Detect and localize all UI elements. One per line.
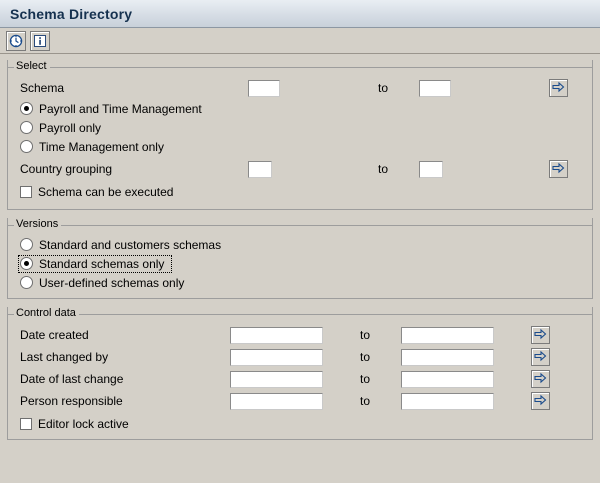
last-changed-by-multiple-selection-button[interactable] <box>531 348 550 366</box>
person-responsible-multiple-selection-button[interactable] <box>531 392 550 410</box>
date-created-label: Date created <box>20 328 89 342</box>
radio-payroll-only[interactable] <box>8 118 592 137</box>
last-changed-by-row <box>8 346 592 368</box>
country-grouping-multiple-selection-button[interactable] <box>549 160 568 178</box>
date-of-last-change-row <box>8 368 592 390</box>
radio-label: User-defined schemas only <box>39 275 185 290</box>
checkbox-label: Editor lock active <box>38 416 129 431</box>
radio-label: Payroll and Time Management <box>39 101 202 116</box>
date-of-last-change-to-label: to <box>360 372 371 386</box>
schema-from-input[interactable] <box>248 80 280 97</box>
multiple-selection-icon <box>534 394 547 409</box>
radio-indicator[interactable] <box>20 276 33 289</box>
multiple-selection-icon <box>552 162 565 177</box>
information-icon <box>33 34 47 48</box>
page-title: Schema Directory <box>10 5 133 22</box>
date-created-from-input[interactable] <box>230 327 323 344</box>
multiple-selection-icon <box>534 372 547 387</box>
radio-indicator[interactable] <box>20 140 33 153</box>
select-group-header <box>8 60 592 75</box>
date-created-to-label: to <box>360 328 371 342</box>
radio-indicator[interactable] <box>20 238 33 251</box>
country-grouping-row <box>8 158 592 180</box>
date-of-last-change-from-input[interactable] <box>230 371 323 388</box>
selection-screen <box>0 54 600 483</box>
clock-execute-icon <box>9 34 23 48</box>
radio-user-defined-schemas-only[interactable] <box>8 273 592 292</box>
date-created-to-input[interactable] <box>401 327 494 344</box>
country-grouping-to-label: to <box>378 162 389 176</box>
checkbox-schema-can-be-executed[interactable] <box>8 182 592 201</box>
checkbox-indicator[interactable] <box>20 418 32 430</box>
execute-button[interactable] <box>6 31 26 51</box>
checkbox-editor-lock-active[interactable] <box>8 414 592 433</box>
control-data-group-header <box>8 307 592 322</box>
date-created-multiple-selection-button[interactable] <box>531 326 550 344</box>
radio-label: Standard and customers schemas <box>39 237 222 252</box>
toolbar <box>0 28 600 54</box>
last-changed-by-to-label: to <box>360 350 371 364</box>
schema-to-input[interactable] <box>419 80 451 97</box>
radio-standard-schemas-only[interactable] <box>8 254 592 273</box>
radio-label: Time Management only <box>39 139 164 154</box>
country-grouping-from-input[interactable] <box>248 161 272 178</box>
person-responsible-from-input[interactable] <box>230 393 323 410</box>
control-data-group <box>7 307 593 440</box>
schema-row <box>8 77 592 99</box>
select-group <box>7 60 593 210</box>
checkbox-indicator[interactable] <box>20 186 32 198</box>
radio-label: Payroll only <box>39 120 102 135</box>
person-responsible-row <box>8 390 592 412</box>
select-group-legend: Select <box>14 59 50 73</box>
country-grouping-to-input[interactable] <box>419 161 443 178</box>
schema-multiple-selection-button[interactable] <box>549 79 568 97</box>
schema-to-label: to <box>378 81 389 95</box>
checkbox-label: Schema can be executed <box>38 184 174 199</box>
last-changed-by-label: Last changed by <box>20 350 109 364</box>
last-changed-by-from-input[interactable] <box>230 349 323 366</box>
date-of-last-change-to-input[interactable] <box>401 371 494 388</box>
date-of-last-change-multiple-selection-button[interactable] <box>531 370 550 388</box>
radio-standard-and-customers-schemas[interactable] <box>8 235 592 254</box>
radio-label: Standard schemas only <box>39 256 165 271</box>
radio-indicator[interactable] <box>20 102 33 115</box>
radio-time-management-only[interactable] <box>8 137 592 156</box>
country-grouping-label: Country grouping <box>20 162 113 176</box>
date-of-last-change-label: Date of last change <box>20 372 124 386</box>
control-data-group-legend: Control data <box>14 306 79 320</box>
person-responsible-to-label: to <box>360 394 371 408</box>
radio-indicator[interactable] <box>20 121 33 134</box>
last-changed-by-to-input[interactable] <box>401 349 494 366</box>
multiple-selection-icon <box>534 328 547 343</box>
versions-group <box>7 218 593 299</box>
radio-payroll-and-time-management[interactable] <box>8 99 592 118</box>
radio-indicator[interactable] <box>20 257 33 270</box>
multiple-selection-icon <box>534 350 547 365</box>
schema-label: Schema <box>20 81 65 95</box>
person-responsible-to-input[interactable] <box>401 393 494 410</box>
window-title-bar <box>0 0 600 28</box>
versions-group-legend: Versions <box>14 217 61 231</box>
multiple-selection-icon <box>552 81 565 96</box>
person-responsible-label: Person responsible <box>20 394 123 408</box>
versions-group-header <box>8 218 592 233</box>
info-button[interactable] <box>30 31 50 51</box>
date-created-row <box>8 324 592 346</box>
